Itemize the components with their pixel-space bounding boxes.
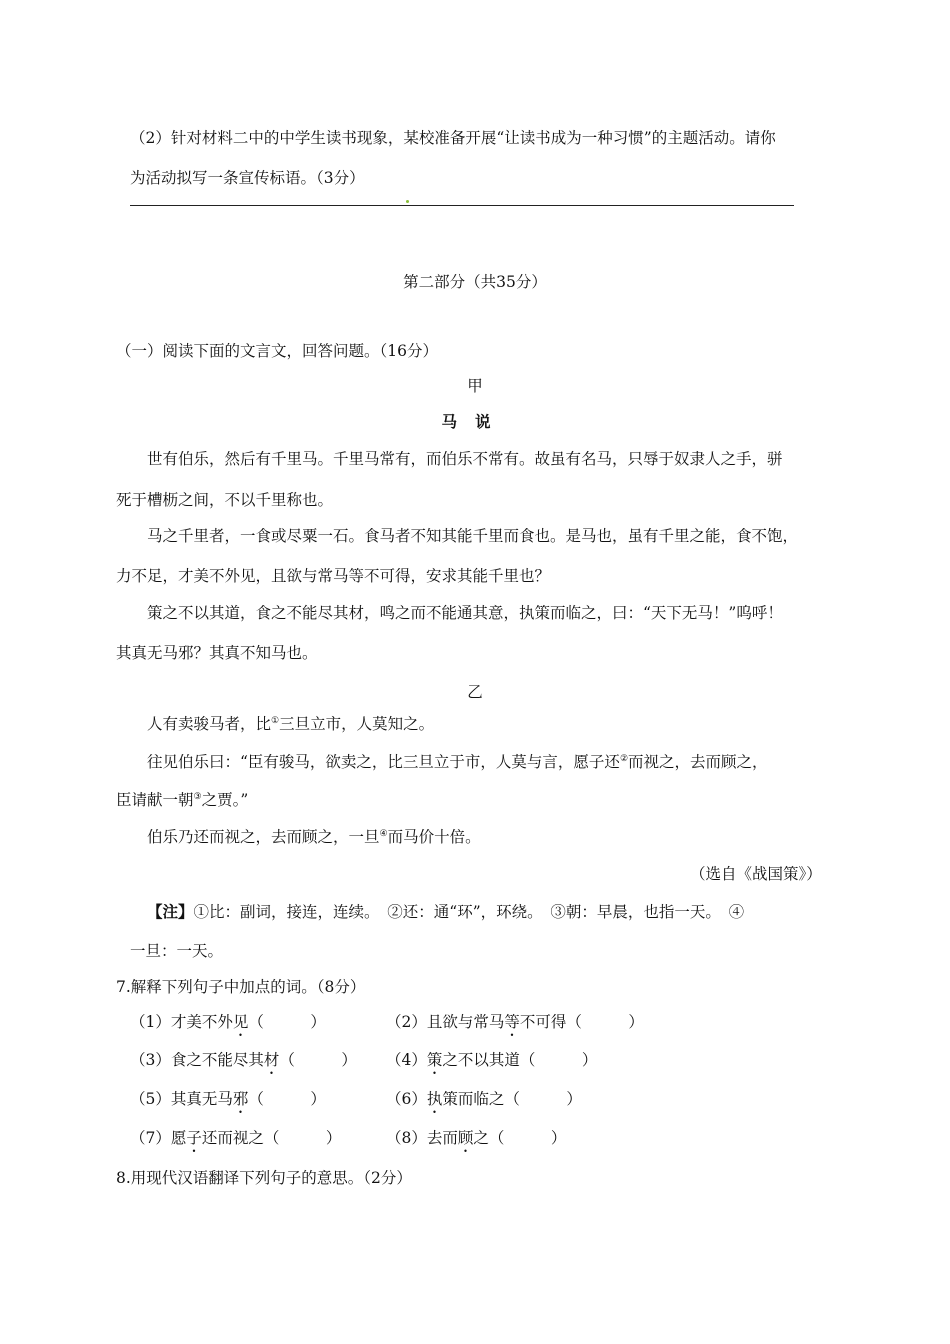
q7-item-2-dotted-word: 等 [504, 1013, 520, 1031]
q7-item-8 [386, 1128, 566, 1156]
q8-heading: 8.用现代汉语翻译下列句子的意思。（2分） [116, 1169, 412, 1187]
passage-b-p2-line1-post: 而视之，去而顾之， [628, 753, 768, 771]
passage-b-p2-line2-pre: 臣请献一朝 [116, 791, 194, 809]
q7-item-2-pre: （2）且欲与常马 [386, 1013, 505, 1031]
notes-line-2: 一旦：一天。 [130, 942, 224, 960]
passage-b-p2-line2-post: 之贾。” [201, 791, 249, 809]
section1-heading: （一）阅读下面的文言文，回答问题。（16分） [116, 342, 438, 360]
q7-item-5-dotted-word: 邪 [232, 1090, 249, 1108]
q7-item-3 [130, 1050, 357, 1078]
q7-item-4-pre: （4） [386, 1051, 427, 1069]
q7-item-1-blank[interactable]: （ ） [248, 1013, 326, 1031]
passage-a-label: 甲 [467, 377, 483, 395]
q7-item-7 [130, 1128, 341, 1156]
passage-b-p2-line1 [147, 752, 768, 772]
passage-a-p1-line1: 世有伯乐，然后有千里马。千里马常有，而伯乐不常有。故虽有名马，只辱于奴隶人之手，骈 [147, 450, 783, 468]
q7-item-8-pre: （8）去而 [386, 1129, 458, 1147]
q7-item-8-dotted-word: 顾 [457, 1129, 474, 1147]
passage-b-p3-pre: 伯乐乃还而视之，去而顾之，一旦 [147, 828, 380, 846]
q7-item-2-blank[interactable]: 不可得（ ） [519, 1013, 644, 1031]
passage-b-p2-line1-pre: 往见伯乐曰：“臣有骏马，欲卖之，比三旦立于市，人莫与言，愿子还 [147, 753, 620, 771]
passage-b-p1-pre: 人有卖骏马者，比 [147, 715, 272, 733]
q7-item-1 [130, 1012, 326, 1040]
passage-b-p1 [147, 714, 434, 734]
q7-item-7-blank[interactable]: 还而视之（ ） [201, 1129, 342, 1147]
q7-item-4 [386, 1050, 597, 1078]
passage-a-title: 马说 [441, 412, 509, 431]
stray-dot [406, 200, 409, 203]
part2-title: 第二部分（共35分） [403, 273, 547, 291]
notes-text-1: ①比：副词，接连，连续。 ②还：通“环”，环绕。 ③朝：早晨，也指一天。 ④ [193, 903, 745, 921]
q7-item-8-blank[interactable]: 之（ ） [473, 1129, 567, 1147]
passage-b-p3 [147, 827, 481, 847]
q7-item-3-dotted-word: 材 [263, 1051, 280, 1069]
q2-line-2: 为活动拟写一条宣传标语。（3分） [130, 169, 365, 187]
footnote-marker-1: ① [271, 715, 280, 726]
q2-line-1: （2）针对材料二中的中学生读书现象，某校准备开展“让读书成为一种习惯”的主题活动。请你 [130, 129, 776, 147]
notes-tag: 【注】 [147, 902, 194, 921]
passage-a-p3-line2: 其真无马邪？其真不知马也。 [116, 644, 318, 662]
notes-line-1 [147, 902, 744, 922]
q7-item-5-pre: （5）其真无马 [130, 1090, 233, 1108]
passage-b-p1-post: 三旦立市，人莫知之。 [279, 715, 435, 733]
passage-b-p2-line2 [116, 790, 248, 810]
q7-item-6-pre: （6） [386, 1090, 427, 1108]
footnote-marker-2: ② [619, 753, 629, 764]
q7-item-7-dotted-word: 子 [186, 1129, 202, 1147]
passage-a-p2-line1: 马之千里者，一食或尽粟一石。食马者不知其能千里而食也。是马也，虽有千里之能，食不饱， [147, 527, 799, 545]
footnote-marker-4: ④ [379, 828, 388, 839]
q7-item-7-pre: （7）愿 [130, 1129, 187, 1147]
passage-b-p3-post: 而马价十倍。 [387, 828, 481, 846]
q7-item-6-blank[interactable]: 策而临之（ ） [442, 1090, 582, 1108]
q7-item-3-blank[interactable]: （ ） [279, 1051, 357, 1069]
answer-line[interactable] [130, 205, 794, 206]
q7-item-5 [130, 1089, 326, 1117]
q7-item-1-pre: （1）才美不外 [130, 1013, 233, 1031]
passage-b-label: 乙 [467, 683, 483, 701]
q7-item-1-dotted-word: 见 [232, 1013, 249, 1031]
footnote-marker-3: ③ [193, 791, 202, 802]
q7-heading: 7.解释下列句子中加点的词。（8分） [116, 978, 366, 996]
q7-item-3-pre: （3）食之不能尽其 [130, 1051, 264, 1069]
passage-a-p3-line1: 策之不以其道，食之不能尽其材，鸣之而不能通其意，执策而临之，曰：“天下无马！”呜呼！ [147, 604, 783, 622]
q7-item-4-dotted-word: 策 [426, 1051, 443, 1069]
q7-item-6-dotted-word: 执 [426, 1090, 443, 1108]
passage-a-p2-line2: 力不足，才美不外见，且欲与常马等不可得，安求其能千里也？ [116, 567, 551, 585]
q7-item-6 [386, 1089, 582, 1117]
q7-item-2 [386, 1012, 644, 1040]
q7-item-4-blank[interactable]: 之不以其道（ ） [442, 1051, 598, 1069]
q7-item-5-blank[interactable]: （ ） [248, 1090, 326, 1108]
passage-b-source: （选自《战国策》） [690, 865, 822, 883]
passage-a-p1-line2: 死于槽枥之间，不以千里称也。 [116, 491, 334, 509]
